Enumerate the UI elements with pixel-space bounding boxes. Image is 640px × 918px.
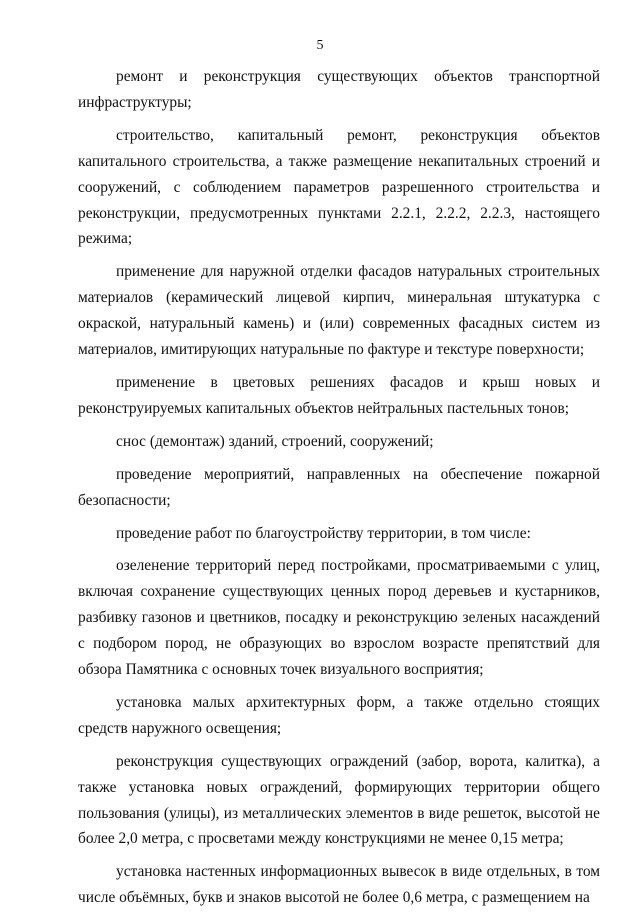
paragraph: реконструкция существующих ограждений (забор, ворота, калитка), а также установка новых ограждений, формирующих территории общего пользования (улицы), из металлических элементов в виде решеток, высотой не более 2,0 метра, с просветами между конструкциями не менее 0,15 метра; xyxy=(78,752,600,848)
paragraph: установка настенных информационных вывесок в виде отдельных, в том числе объёмных, букв и знаков высотой не более 0,6 метра, с размещением на xyxy=(78,863,600,907)
paragraph: установка малых архитектурных форм, а также отдельно стоящих средств наружного освещения; xyxy=(78,693,600,737)
document-body xyxy=(78,64,600,918)
paragraph: применение для наружной отделки фасадов натуральных строительных материалов (керамический лицевой кирпич, минеральная штукатурка с окраской, натуральный камень) и (или) современных фасадных систем из материалов, имитирующих натуральные по фактуре и текстуре поверхности; xyxy=(78,263,600,359)
paragraph: озеленение территорий перед постройками, просматриваемыми с улиц, включая сохранение существующих ценных пород деревьев и кустарников, разбивку газонов и цветников, посадку и реконструкцию зеленых насаждений с подбором пород, не образующих во взрослом возрасте препятствий для обзора Памятника с основных точек визуального восприятия; xyxy=(78,557,600,679)
paragraph: проведение мероприятий, направленных на обеспечение пожарной безопасности; xyxy=(78,465,600,509)
paragraph: ремонт и реконструкция существующих объектов транспортной инфраструктуры; xyxy=(78,68,600,111)
paragraph: снос (демонтаж) зданий, строений, сооружений; xyxy=(116,432,434,450)
paragraph: проведение работ по благоустройству территории, в том числе: xyxy=(116,524,531,542)
page-number: 5 xyxy=(316,38,324,53)
paragraph: строительство, капитальный ремонт, реконструкция объектов капитального строительства, а также размещение некапитальных строений и сооружений, с соблюдением параметров разрешенного строительства и реконструкции, предусмотренных пунктами 2.2.1, 2.2.2, 2.2.3, настоящего режима; xyxy=(78,126,600,248)
paragraph: применение в цветовых решениях фасадов и крыш новых и реконструируемых капитальных объектов нейтральных пастельных тонов; xyxy=(78,373,600,417)
